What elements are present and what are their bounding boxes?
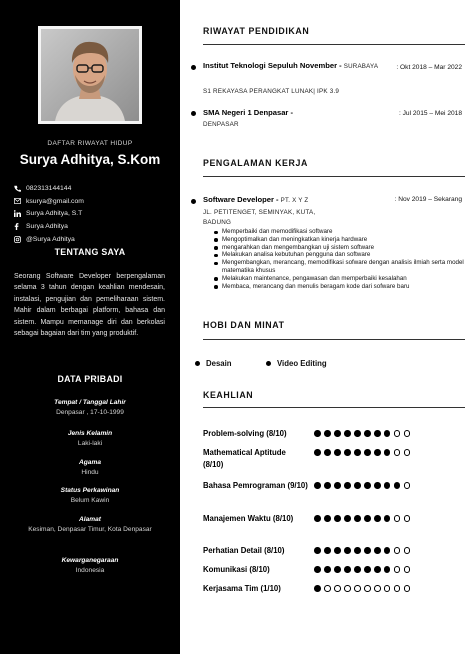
rating-dot-empty (404, 547, 411, 554)
person-name: Surya Adhitya, S.Kom (19, 152, 161, 167)
hobby-item (266, 359, 327, 368)
rating-dot-filled (384, 547, 391, 554)
rating-dot-empty (404, 482, 411, 489)
skill-rating (314, 515, 410, 522)
rating-dot-empty (394, 515, 401, 522)
personal-value: Belum Kawin (70, 497, 110, 504)
rating-dot-empty (334, 585, 341, 592)
rating-dot-filled (354, 547, 361, 554)
skill-rating (314, 585, 410, 592)
experience-item (203, 194, 308, 207)
personal-label: Agama (79, 459, 101, 466)
skill-name: Mathematical Aptitude (8/10) (203, 448, 286, 469)
education-item (203, 107, 293, 119)
rating-dot-filled (384, 515, 391, 522)
personal-label: Alamat (79, 516, 101, 523)
rating-dot-filled (314, 566, 321, 573)
divider (203, 44, 465, 45)
rating-dot-filled (374, 430, 381, 437)
duty-item: Melakukan maintenance, pengawasan dan memperbaiki kesalahan (214, 275, 464, 283)
rating-dot-empty (394, 430, 401, 437)
contact-text: 082313144144 (26, 184, 72, 192)
rating-dot-empty (404, 515, 411, 522)
bullet-icon (191, 65, 196, 70)
personal-value: Hindu (81, 469, 99, 476)
rating-dot-empty (344, 585, 351, 592)
contact-linkedin (14, 208, 84, 221)
bullet-icon (266, 361, 271, 366)
duty-item: Mengembangkan, merancang, memodifikasi sofware dengan analisis ilmiah serta model matematika khusus (214, 259, 464, 275)
rating-dot-filled (324, 547, 331, 554)
rating-dot-filled (374, 566, 381, 573)
hobbies-heading: HOBI DAN MINAT (203, 320, 285, 330)
phone-icon (14, 185, 26, 192)
rating-dot-filled (314, 430, 321, 437)
education-detail: S1 REKAYASA PERANGKAT LUNAK| IPK 3.9 (203, 88, 340, 95)
rating-dot-filled (344, 547, 351, 554)
rating-dot-filled (334, 566, 341, 573)
rating-dot-filled (344, 449, 351, 456)
contact-facebook (14, 220, 84, 233)
rating-dot-empty (404, 566, 411, 573)
rating-dot-filled (354, 430, 361, 437)
rating-dot-empty (384, 585, 391, 592)
rating-dot-filled (384, 430, 391, 437)
rating-dot-filled (374, 482, 381, 489)
rating-dot-filled (384, 482, 391, 489)
sidebar (0, 0, 180, 654)
rating-dot-filled (364, 449, 371, 456)
personal-item-gender (0, 429, 180, 449)
skill-rating (314, 430, 410, 437)
rating-dot-filled (364, 515, 371, 522)
contact-list (14, 182, 84, 246)
skill-name: Bahasa Pemrograman (9/10) (203, 481, 308, 490)
rating-dot-filled (354, 515, 361, 522)
rating-dot-filled (344, 566, 351, 573)
personal-label: Tempat / Tanggal Lahir (54, 399, 126, 406)
divider (203, 339, 465, 340)
education-date: : Okt 2018 – Mar 2022 (396, 64, 462, 71)
main-content (180, 0, 474, 654)
rating-dot-filled (364, 482, 371, 489)
rating-dot-filled (374, 547, 381, 554)
experience-date: : Nov 2019 – Sekarang (394, 196, 462, 203)
rating-dot-filled (354, 566, 361, 573)
rating-dot-empty (404, 430, 411, 437)
rating-dot-filled (374, 515, 381, 522)
rating-dot-empty (324, 585, 331, 592)
rating-dot-empty (404, 585, 411, 592)
rating-dot-filled (334, 449, 341, 456)
rating-dot-filled (324, 515, 331, 522)
skill-name: Problem-solving (8/10) (203, 429, 287, 438)
rating-dot-empty (354, 585, 361, 592)
hobby-item (195, 359, 232, 368)
education-location: DENPASAR (203, 121, 239, 128)
rating-dot-filled (384, 449, 391, 456)
contact-text: Surya Adhitya, S.T (26, 210, 83, 218)
skill-name: Perhatian Detail (8/10) (203, 546, 285, 555)
education-item (203, 60, 383, 73)
rating-dot-filled (314, 515, 321, 522)
personal-label: Jenis Kelamin (67, 430, 113, 437)
personal-item-nationality (0, 556, 180, 576)
bullet-icon (191, 111, 196, 116)
education-heading: RIWAYAT PENDIDIKAN (203, 26, 310, 36)
rating-dot-empty (394, 449, 401, 456)
contact-text: @Surya Adhitya (26, 236, 75, 244)
rating-dot-empty (394, 547, 401, 554)
email-icon (14, 198, 26, 204)
skill-rating (314, 482, 410, 489)
personal-item-religion (0, 458, 180, 478)
education-title: SMA Negeri 1 Denpasar - (203, 108, 294, 117)
personal-value: Denpasar , 17-10-1999 (56, 409, 124, 416)
rating-dot-filled (314, 585, 321, 592)
rating-dot-filled (394, 482, 401, 489)
duty-item: Melakukan analisa kebutuhan pengguna dan software (214, 251, 464, 259)
personal-value: Indonesia (75, 567, 105, 574)
rating-dot-empty (394, 585, 401, 592)
duty-item: mengarahkan dan mengembangkan uji sistem software (214, 244, 464, 252)
duty-item: Memperbaiki dan memodifikasi software (214, 228, 464, 236)
duty-item: Mengoptimalkan dan meningkatkan kinerja hardware (214, 236, 464, 244)
experience-title: Software Developer - (203, 195, 279, 204)
skill-name: Komunikasi (8/10) (203, 565, 270, 574)
contact-instagram (14, 233, 84, 246)
education-location: SURABAYA (343, 63, 379, 70)
rating-dot-filled (384, 566, 391, 573)
contact-text: Surya Adhitya (26, 223, 68, 231)
rating-dot-filled (344, 515, 351, 522)
skill-rating (314, 449, 410, 456)
skill-name: Manajemen Waktu (8/10) (203, 514, 294, 523)
rating-dot-empty (374, 585, 381, 592)
profile-photo (41, 29, 139, 121)
linkedin-icon (14, 210, 26, 217)
personal-value: Kesiman, Denpasar Timur, Kota Denpasar (28, 526, 152, 533)
skills-heading: KEAHLIAN (203, 390, 254, 400)
rating-dot-filled (314, 482, 321, 489)
about-heading: TENTANG SAYA (54, 247, 126, 257)
divider (203, 407, 465, 408)
personal-value: Laki-laki (77, 440, 103, 447)
rating-dot-filled (334, 482, 341, 489)
bullet-icon (195, 361, 200, 366)
duty-item: Membaca, merancang dan menulis beragam kode dari sofware baru (214, 283, 464, 291)
experience-company: PT. X Y Z (280, 197, 309, 204)
duty-list (214, 228, 464, 290)
skill-name: Kerjasama Tim (1/10) (203, 584, 281, 593)
personal-item-address (0, 515, 180, 535)
rating-dot-filled (324, 449, 331, 456)
rating-dot-filled (314, 547, 321, 554)
rating-dot-empty (394, 566, 401, 573)
education-title: Institut Teknologi Sepuluh November - (203, 61, 342, 70)
facebook-icon (14, 223, 26, 230)
rating-dot-filled (344, 482, 351, 489)
rating-dot-empty (404, 449, 411, 456)
skill-rating (314, 566, 410, 573)
rating-dot-empty (364, 585, 371, 592)
rating-dot-filled (324, 566, 331, 573)
rating-dot-filled (324, 430, 331, 437)
skill-rating (314, 547, 410, 554)
bullet-icon (191, 199, 196, 204)
personal-label: Status Perkawinan (60, 487, 120, 494)
experience-heading: PENGALAMAN KERJA (203, 158, 308, 168)
document-title: DAFTAR RIWAYAT HIDUP (47, 140, 133, 147)
divider (203, 176, 465, 177)
experience-address: JL. PETITENGET, SEMINYAK, KUTA, BADUNG (203, 209, 316, 226)
rating-dot-filled (324, 482, 331, 489)
rating-dot-filled (364, 430, 371, 437)
personal-item-birth (0, 398, 180, 418)
rating-dot-filled (334, 430, 341, 437)
rating-dot-filled (364, 566, 371, 573)
hobby-label: Desain (206, 359, 232, 368)
contact-email (14, 195, 84, 208)
rating-dot-filled (334, 547, 341, 554)
personal-data-heading: DATA PRIBADI (57, 374, 123, 384)
contact-phone (14, 182, 84, 195)
rating-dot-filled (314, 449, 321, 456)
rating-dot-filled (354, 482, 361, 489)
about-text: Seorang Software Developer berpengalaman selama 3 tahun dengan keahlian mendesain, instalasi, pengujian dan pemeliharaan sistem. Mahir dalam berbagai platform, bahasa dan sistem. Mampu memanage diri dan berkolasi sebagai bagaian dari tim yang produktif. (14, 273, 165, 338)
instagram-icon (14, 236, 26, 243)
rating-dot-filled (374, 449, 381, 456)
rating-dot-filled (334, 515, 341, 522)
contact-text: ksurya@gmail.com (26, 197, 84, 205)
rating-dot-filled (344, 430, 351, 437)
rating-dot-filled (354, 449, 361, 456)
education-date: : Jul 2015 – Mei 2018 (398, 110, 462, 117)
personal-label: Kewarganegaraan (61, 557, 119, 564)
personal-item-marital (0, 486, 180, 506)
rating-dot-filled (364, 547, 371, 554)
profile-photo-frame (38, 26, 142, 124)
hobby-label: Video Editing (277, 359, 327, 368)
